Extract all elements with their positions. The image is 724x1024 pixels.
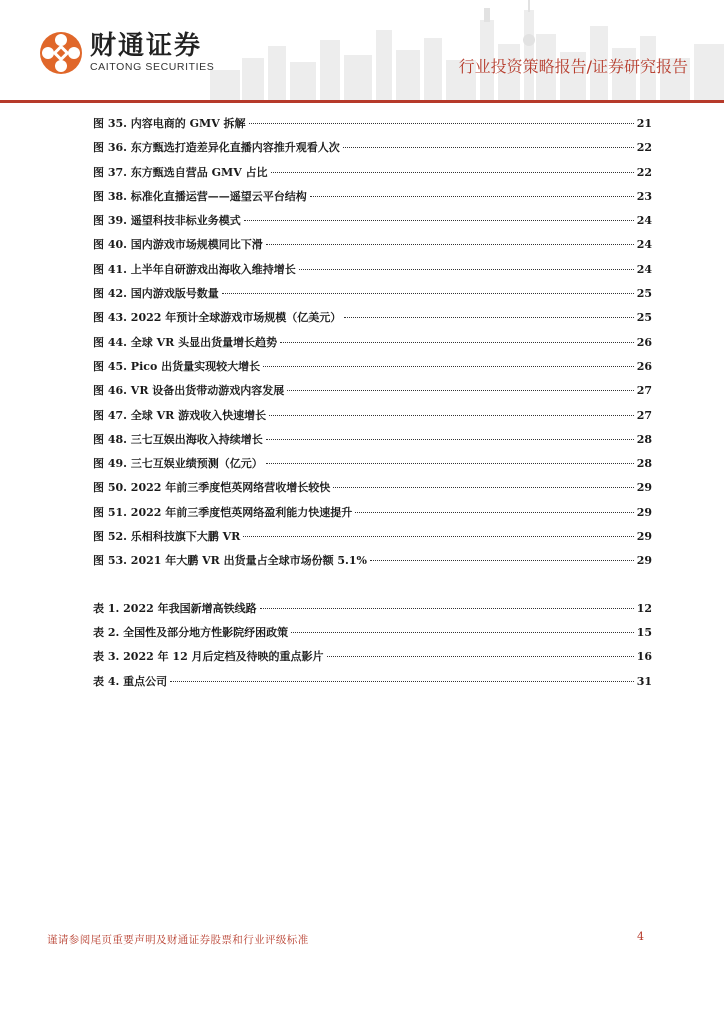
toc-entry[interactable] [93,161,652,185]
dot-leader [263,365,634,367]
toc-entry-page: 31 [636,674,652,688]
toc-entry[interactable] [93,621,652,645]
dot-leader [243,535,633,537]
toc-entry[interactable] [93,597,652,621]
toc-entry[interactable] [93,112,652,136]
page-header [0,0,724,104]
section-spacer [93,574,652,597]
table-list [93,597,652,694]
dot-leader [249,122,634,124]
toc-entry[interactable] [93,331,652,355]
toc-entry-page: 23 [636,189,652,203]
toc-entry-label: 表 2. 全国性及部分地方性影院纾困政策 [93,625,289,639]
toc-entry-label: 图 53. 2021 年大鹏 VR 出货量占全球市场份额 5.1% [93,554,367,568]
toc-entry[interactable] [93,670,652,694]
toc-entry-label: 表 3. 2022 年 12 月后定档及待映的重点影片 [93,650,324,664]
dot-leader [260,607,634,609]
toc-entry[interactable] [93,355,652,379]
toc-entry-label: 图 40. 国内游戏市场规模同比下滑 [93,238,263,252]
dot-leader [266,243,634,245]
toc-entry-page: 29 [636,505,652,519]
toc-entry[interactable] [93,379,652,403]
toc-entry-label: 图 39. 遥望科技非标业务模式 [93,214,241,228]
report-type-label: 行业投资策略报告/证券研究报告 [458,57,688,76]
dot-leader [333,486,633,488]
toc-entry-label: 图 46. VR 设备出货带动游戏内容发展 [93,384,285,398]
dot-leader [266,438,634,440]
toc-entry-page: 24 [636,262,652,276]
toc-entry[interactable] [93,404,652,428]
toc-entry-page: 27 [636,408,652,422]
logo-chinese-name: 财通证券 [90,31,203,61]
dot-leader [244,219,634,221]
dot-leader [327,655,634,657]
toc-entry-page: 28 [636,432,652,446]
company-logo [38,30,214,76]
toc-entry-label: 图 36. 东方甄选打造差异化直播内容推升观看人次 [93,141,340,155]
toc-entry-label: 图 51. 2022 年前三季度恺英网络盈利能力快速提升 [93,505,353,519]
dot-leader [222,292,634,294]
toc-entry-page: 25 [636,287,652,301]
dot-leader [310,195,634,197]
toc-entry-page: 21 [636,117,652,130]
dot-leader [299,268,634,270]
toc-entry[interactable] [93,136,652,160]
toc-entry[interactable] [93,501,652,525]
toc-entry[interactable] [93,258,652,282]
toc-entry-page: 16 [636,650,652,664]
footer-disclaimer: 谨请参阅尾页重要声明及财通证券股票和行业评级标准 [47,934,309,946]
caitong-logo-icon [38,30,84,76]
toc-entry[interactable] [93,428,652,452]
header-divider [0,100,724,103]
toc-entry-label: 图 37. 东方甄选自营品 GMV 占比 [93,165,268,179]
toc-entry-label: 图 48. 三七互娱出海收入持续增长 [93,432,263,446]
toc-entry-page: 22 [636,165,652,179]
toc-entry[interactable] [93,282,652,306]
toc-entry-page: 29 [636,530,652,544]
dot-leader [271,171,634,173]
toc-entry[interactable] [93,209,652,233]
toc-entry-page: 22 [636,141,652,155]
toc-entry-label: 图 47. 全球 VR 游戏收入快速增长 [93,408,267,422]
figure-list [93,112,652,574]
dot-leader [343,146,634,148]
toc-entry-label: 图 43. 2022 年预计全球游戏市场规模（亿美元） [93,311,342,325]
dot-leader [287,389,633,391]
toc-entry-label: 图 52. 乐相科技旗下大鹏 VR [93,530,241,544]
toc-entry[interactable] [93,645,652,669]
city-skyline-watermark [210,0,724,100]
toc-entry[interactable] [93,185,652,209]
toc-entry[interactable] [93,549,652,573]
toc-entry-label: 图 50. 2022 年前三季度恺英网络营收增长较快 [93,481,331,495]
table-of-contents [93,112,652,694]
dot-leader [280,341,634,343]
toc-entry[interactable] [93,525,652,549]
dot-leader [266,462,634,464]
page-number: 4 [637,930,644,943]
toc-entry-page: 27 [636,384,652,398]
toc-entry-page: 24 [636,238,652,252]
toc-entry-label: 图 41. 上半年自研游戏出海收入维持增长 [93,262,296,276]
toc-entry[interactable] [93,233,652,257]
logo-english-name: CAITONG SECURITIES [90,61,215,73]
toc-entry-page: 25 [636,311,652,325]
toc-entry-label: 表 1. 2022 年我国新增高铁线路 [93,601,257,615]
dot-leader [291,631,634,633]
toc-entry[interactable] [93,452,652,476]
toc-entry-page: 12 [636,601,652,615]
toc-entry[interactable] [93,306,652,330]
toc-entry-page: 15 [636,625,652,639]
toc-entry-label: 图 38. 标准化直播运营——遥望云平台结构 [93,189,307,203]
toc-entry-label: 表 4. 重点公司 [93,674,168,688]
toc-entry-label: 图 49. 三七互娱业绩预测（亿元） [93,457,263,471]
toc-entry-label: 图 44. 全球 VR 头显出货量增长趋势 [93,335,278,349]
dot-leader [269,414,634,416]
toc-entry-page: 28 [636,457,652,471]
dot-leader [370,559,634,561]
toc-entry-page: 29 [636,481,652,495]
dot-leader [170,680,634,682]
toc-entry-page: 24 [636,214,652,228]
toc-entry-page: 26 [636,335,652,349]
dot-leader [344,316,633,318]
dot-leader [355,511,633,513]
toc-entry-label: 图 45. Pico 出货量实现较大增长 [93,359,261,373]
toc-entry-label: 图 35. 内容电商的 GMV 拆解 [93,117,246,130]
toc-entry-page: 29 [636,554,652,568]
toc-entry-label: 图 42. 国内游戏版号数量 [93,287,219,301]
toc-entry-page: 26 [636,359,652,373]
toc-entry[interactable] [93,476,652,500]
